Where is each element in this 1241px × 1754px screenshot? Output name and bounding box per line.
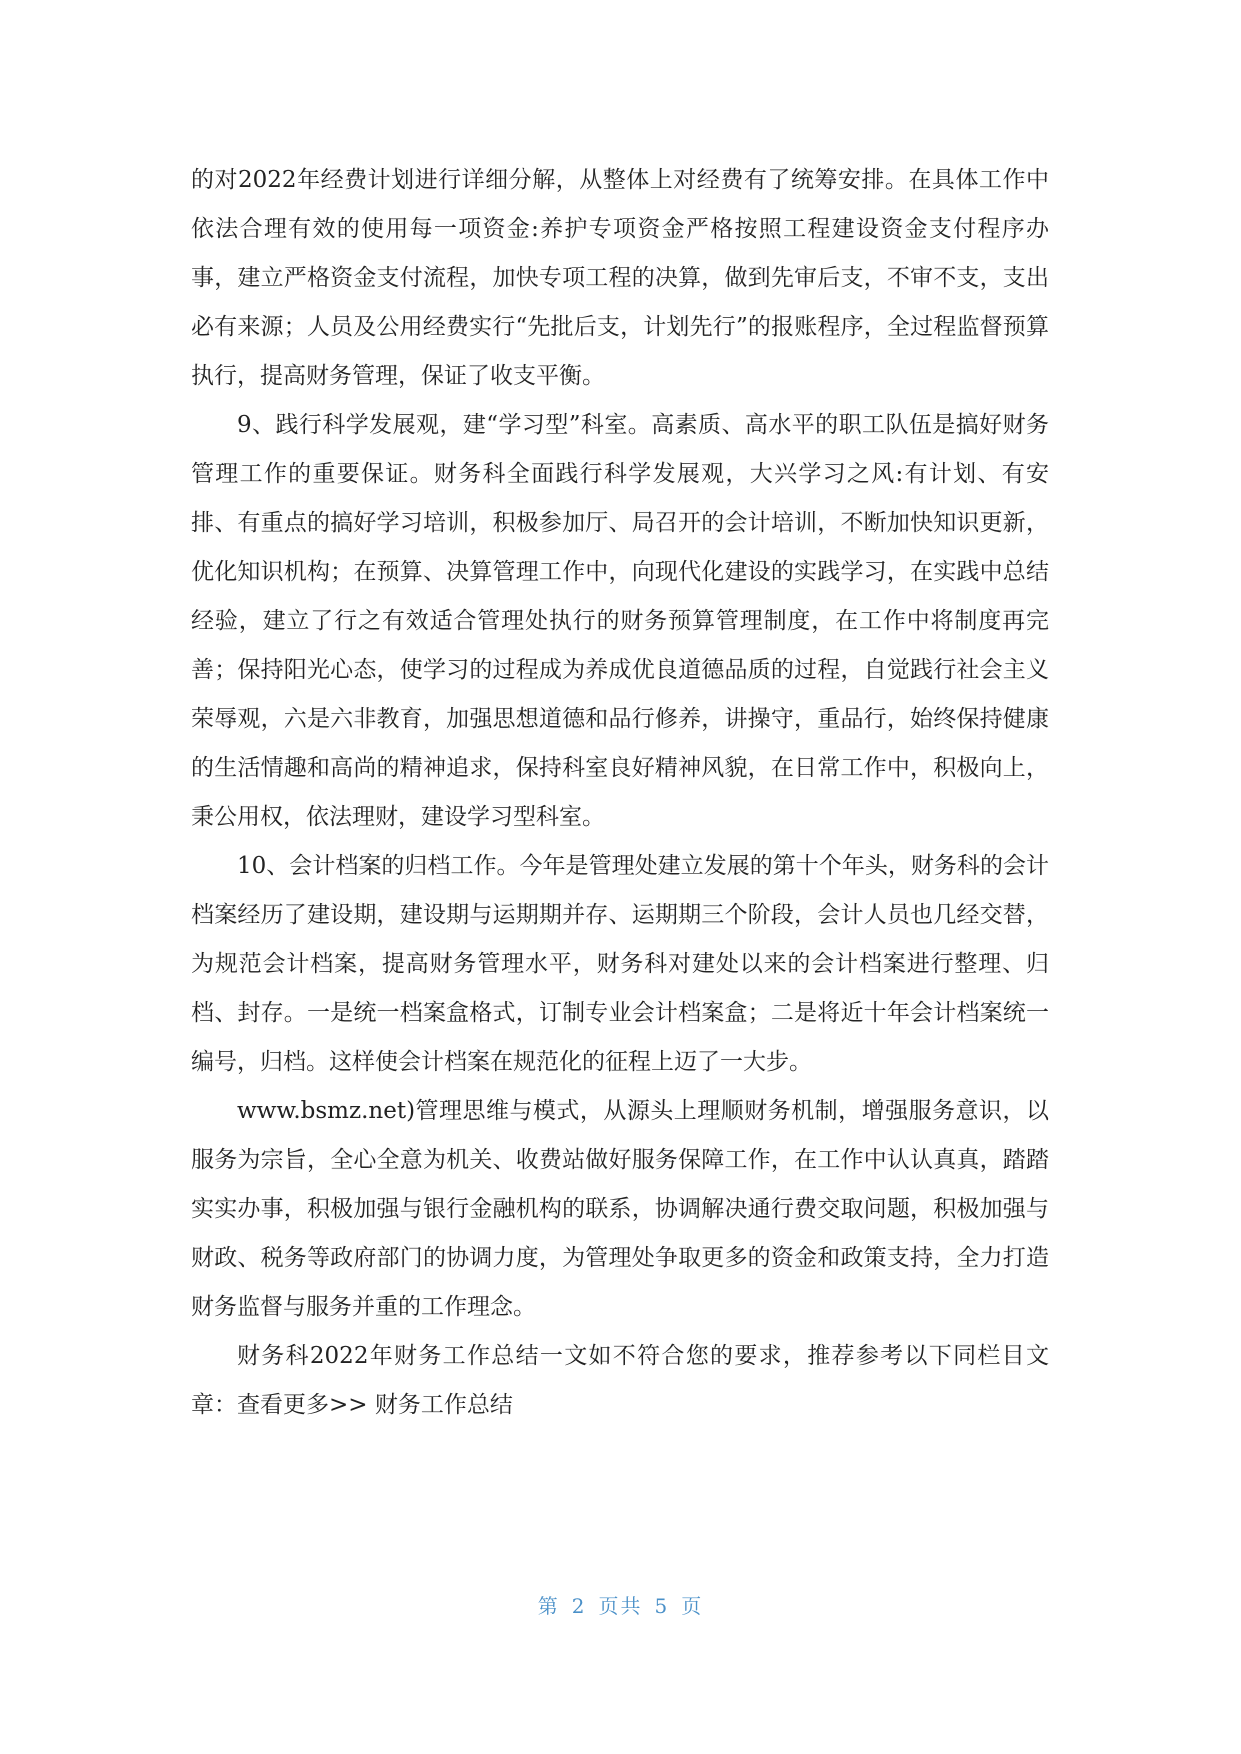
paragraph-archive-work: 10、会计档案的归档工作。今年是管理处建立发展的第十个年头，财务科的会计档案经历了建设期，建设期与运期期并存、运期期三个阶段，会计人员也几经交替，为规范会计档案，提高财务管理水平，财务科对建处以来的会计档案进行整理、归档、封存。一是统一档案盒格式，订制专业会计档案盒；二是将近十年会计档案统一编号，归档。这样使会计档案在规范化的征程上迈了一大步。: [191, 853, 1049, 1075]
paragraph-learning-office: 9、践行科学发展观，建“学习型”科室。高素质、高水平的职工队伍是搞好财务管理工作的重要保证。财务科全面践行科学发展观，大兴学习之风:有计划、有安排、有重点的搞好学习培训，积极参加厅、局召开的会计培训，不断加快知识更新，优化知识机构；在预算、决算管理工作中，向现代化建设的实践学习，在实践中总结经验，建立了行之有效适合管理处执行的财务预算管理制度，在工作中将制度再完善；保持阳光心态，使学习的过程成为养成优良道德品质的过程，自觉践行社会主义荣辱观，六是六非教育，加强思想道德和品行修养，讲操守，重品行，始终保持健康的生活情趣和高尚的精神追求，保持科室良好精神风貌，在日常工作中，积极向上，秉公用权，依法理财，建设学习型科室。: [191, 412, 1049, 830]
page-footer: [0, 1590, 1241, 1619]
footer-page-number: 2: [571, 1594, 587, 1618]
paragraph-funding-plan: 的对2022年经费计划进行详细分解，从整体上对经费有了统筹安排。在具体工作中依法合理有效的使用每一项资金:养护专项资金严格按照工程建设资金支付程序办事，建立严格资金支付流程，加快专项工程的决算，做到先审后支，不审不支，支出必有来源；人员及公用经费实行“先批后支，计划先行”的报账程序，全过程监督预算执行，提高财务管理，保证了收支平衡。: [191, 167, 1049, 389]
footer-label-suffix: 页: [681, 1594, 704, 1618]
footer-total-pages: 5: [654, 1594, 670, 1618]
document-body: [191, 156, 1049, 1430]
paragraph-recommendation: 财务科2022年财务工作总结一文如不符合您的要求，推荐参考以下同栏目文章：查看更多>> 财务工作总结: [191, 1343, 1049, 1418]
footer-label-prefix: 第: [537, 1594, 560, 1618]
footer-label-middle: 页共: [598, 1594, 643, 1618]
paragraph-service-concept: www.bsmz.net)管理思维与模式，从源头上理顺财务机制，增强服务意识，以服务为宗旨，全心全意为机关、收费站做好服务保障工作，在工作中认认真真，踏踏实实办事，积极加强与银行金融机构的联系，协调解决通行费交取问题，积极加强与财政、税务等政府部门的协调力度，为管理处争取更多的资金和政策支持，全力打造财务监督与服务并重的工作理念。: [191, 1098, 1049, 1320]
